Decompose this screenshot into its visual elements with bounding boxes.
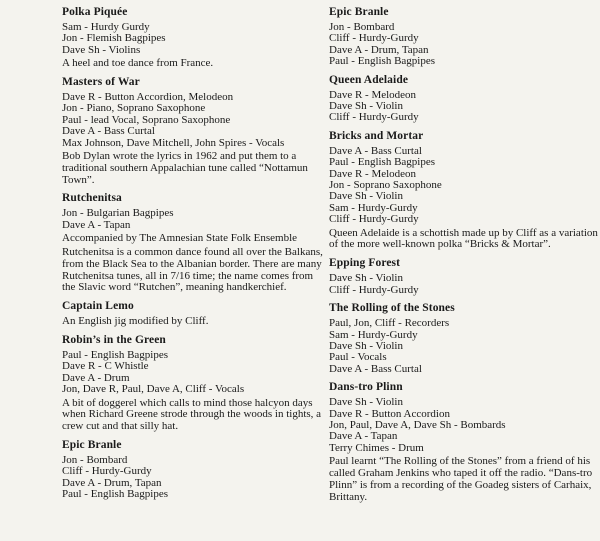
track-title: Captain Lemo — [62, 300, 134, 313]
credit-line: Paul - lead Vocal, Soprano Saxophone — [62, 113, 231, 126]
credit-line: Dave A - Drum, Tapan — [329, 43, 429, 56]
track-note: Bob Dylan wrote the lyrics in 1962 and put them to a traditional southern Appalachian tune called “Nottamun Town”. — [62, 150, 308, 186]
left-column — [62, 6, 324, 507]
track-bricks-and-mortar — [329, 130, 600, 251]
track-title: Dans-tro Plinn — [329, 381, 403, 394]
credit-line: Paul - Vocals — [329, 351, 387, 364]
right-column — [329, 6, 600, 509]
credit-line: Dave Sh - Violin — [329, 100, 403, 113]
credit-line: Terry Chimes - Drum — [329, 441, 424, 454]
track-title: Polka Piquée — [62, 6, 128, 18]
credit-line: Jon - Bulgarian Bagpipes — [62, 207, 174, 220]
track-title: The Rolling of the Stones — [329, 302, 455, 315]
credit-line: Dave Sh - Violin — [329, 272, 403, 285]
track-the-rolling-of-the-stones — [329, 302, 600, 375]
credit-line: Dave R - C Whistle — [62, 360, 149, 373]
credit-line: Dave R - Melodeon — [329, 88, 417, 101]
credit-line: Dave R - Button Accordion, Melodeon — [62, 91, 234, 104]
credit-line: Max Johnson, Dave Mitchell, John Spires - Vocals — [62, 136, 285, 149]
credit-line: Paul - English Bagpipes — [62, 488, 169, 501]
credit-line: Cliff - Hurdy-Gurdy — [62, 465, 152, 478]
credit-line: Jon, Dave R, Paul, Dave A, Cliff - Vocals — [62, 383, 245, 396]
track-robin-s-in-the-green — [62, 334, 324, 433]
credit-line: Dave Sh - Violin — [329, 339, 403, 352]
track-title: Bricks and Mortar — [329, 129, 424, 142]
credit-line: Dave Sh - Violins — [62, 43, 141, 56]
track-note: Rutchenitsa is a common dance found all over the Balkans, from the Black Sea to the Albanian border. There are many Rutchenitsa tunes, all in 7/16 time; the name comes from the Slavic word “Rutchen”, meaning handkerchief. — [62, 246, 323, 294]
track-title: Rutchenitsa — [62, 192, 122, 205]
credit-line: Dave Sh - Violin — [329, 190, 403, 203]
credit-line: Sam - Hurdy-Gurdy — [329, 201, 418, 214]
track-note: A bit of doggerel which calls to mind those halcyon days when Richard Greene strode through the woods in tights, a crew cut and that silly hat. — [62, 396, 322, 433]
track-captain-lemo — [62, 300, 324, 328]
credit-line: Jon, Paul, Dave A, Dave Sh - Bombards — [329, 418, 506, 431]
credit-line: Jon - Piano, Soprano Saxophone — [62, 102, 206, 115]
track-rutchenitsa — [62, 192, 324, 294]
track-title: Queen Adelaide — [329, 73, 409, 86]
track-title: Epping Forest — [329, 257, 401, 270]
credit-line: Dave R - Melodeon — [329, 167, 417, 180]
credit-line: Dave A - Tapan — [329, 430, 398, 443]
credit-line: Jon - Flemish Bagpipes — [62, 32, 166, 45]
credit-line: Dave A - Bass Curtal — [62, 125, 155, 138]
credit-line: Dave A - Drum, Tapan — [62, 476, 162, 489]
credit-line: Cliff - Hurdy-Gurdy — [329, 111, 419, 124]
credit-line: Jon - Bombard — [62, 454, 128, 467]
track-epic-branle — [62, 439, 324, 501]
credit-line: Jon - Bombard — [329, 21, 395, 33]
credit-line: Cliff - Hurdy-Gurdy — [329, 283, 419, 296]
credit-line: Paul - English Bagpipes — [329, 55, 436, 68]
track-title: Epic Branle — [329, 6, 389, 18]
credit-line: Dave A - Drum — [62, 371, 130, 384]
track-title: Robin’s in the Green — [62, 334, 166, 347]
credit-line: Paul - English Bagpipes — [62, 349, 169, 362]
track-masters-of-war — [62, 76, 324, 186]
track-note: A heel and toe dance from France. — [62, 57, 214, 70]
track-title: Epic Branle — [62, 439, 122, 452]
credit-line: Paul - English Bagpipes — [329, 156, 436, 169]
track-note: Queen Adelaide is a schottish made up by Cliff as a variation of the more well-known polka “Bricks & Mortar”. — [329, 226, 598, 251]
credit-line: Paul, Jon, Cliff - Recorders — [329, 317, 450, 330]
track-epic-branle — [329, 6, 600, 68]
credit-line: Dave A - Tapan — [62, 218, 131, 231]
credit-line: Sam - Hurdy Gurdy — [62, 21, 150, 33]
track-queen-adelaide — [329, 74, 600, 124]
credit-line: Cliff - Hurdy-Gurdy — [329, 32, 419, 45]
credit-line: Dave A - Bass Curtal — [329, 362, 422, 375]
credit-line: Dave Sh - Violin — [329, 396, 403, 409]
credit-line: Jon - Soprano Saxophone — [329, 179, 442, 192]
track-note: Accompanied by The Amnesian State Folk Ensemble — [62, 232, 298, 245]
track-epping-forest — [329, 257, 600, 296]
credit-line: Dave A - Bass Curtal — [329, 144, 422, 157]
credit-line: Dave R - Button Accordion — [329, 407, 450, 420]
track-note: An English jig modified by Cliff. — [62, 315, 209, 328]
track-dans-tro-plinn — [329, 381, 600, 503]
credit-line: Sam - Hurdy-Gurdy — [329, 328, 418, 341]
track-title: Masters of War — [62, 76, 140, 89]
track-note: Paul learnt “The Rolling of the Stones” from a friend of his called Graham Jenkins who taped it off the radio. “Dans-tro Plinn” is from a recording of the Goadeg sisters of Carhaix, Brittany. — [329, 455, 593, 503]
credit-line: Cliff - Hurdy-Gurdy — [329, 213, 419, 226]
track-polka-piqu-e — [62, 6, 324, 70]
